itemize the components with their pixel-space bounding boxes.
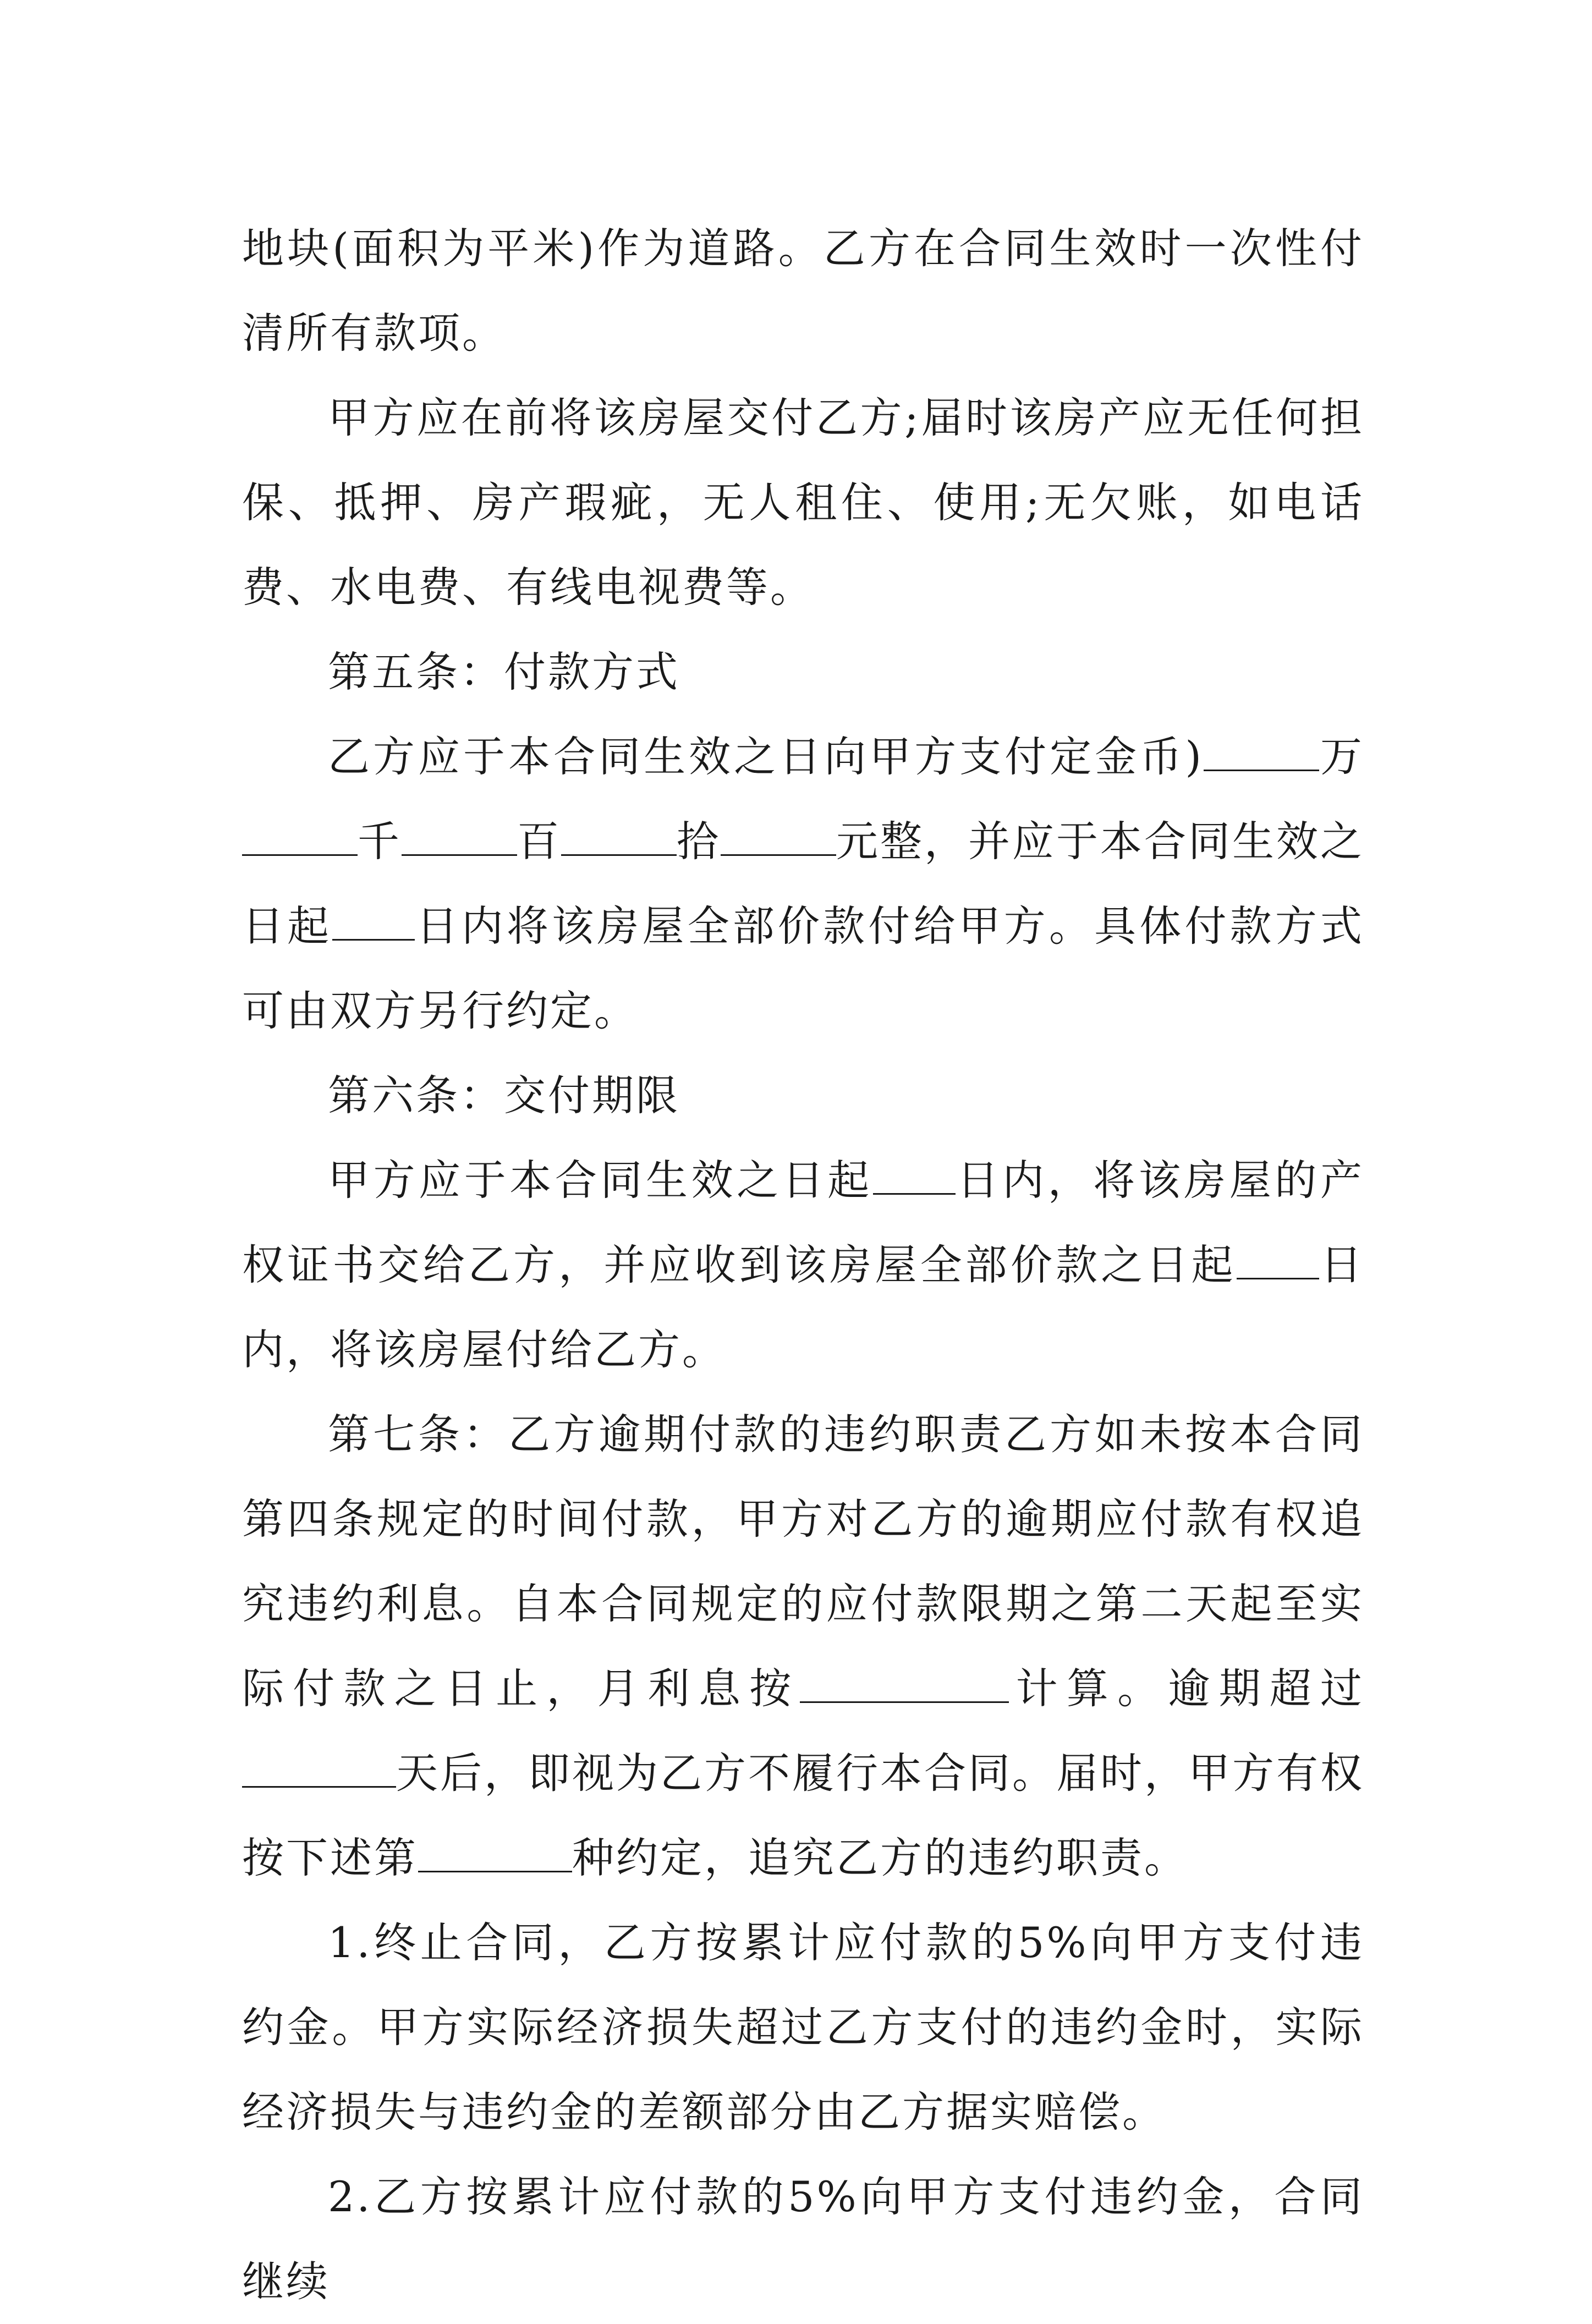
fill-blank bbox=[873, 1155, 956, 1195]
unit-text: 拾 bbox=[677, 817, 721, 866]
fill-blank bbox=[561, 816, 677, 856]
paragraph-delivery-conditions bbox=[242, 376, 1364, 630]
paragraph-text: 甲方应在前将该房屋交付乙方;届时该房产应无任何担保、抵押、房产瑕疵，无人租住、使用;无欠账，如电话费、水电费、有线电视费等。 bbox=[242, 393, 1364, 612]
paragraph-text: 地块(面积为平米)作为道路。乙方在合同生效时一次性付清所有款项。 bbox=[242, 224, 1364, 358]
fill-blank bbox=[418, 1832, 572, 1872]
fill-blank bbox=[1237, 1239, 1319, 1279]
fill-blank bbox=[242, 1748, 396, 1788]
paragraph-text: 日内，将该房屋付给乙方。 bbox=[242, 1240, 1365, 1374]
paragraph-option-1 bbox=[242, 1900, 1364, 2155]
paragraph-text: 元整，并应于本合同生效之日起 bbox=[242, 817, 1364, 951]
paragraph-road-land bbox=[242, 206, 1364, 376]
article-6-heading bbox=[242, 1053, 1364, 1138]
article-5-heading bbox=[242, 630, 1364, 715]
unit-text: 千 bbox=[358, 817, 402, 866]
paragraph-option-2 bbox=[242, 2155, 1364, 2324]
unit-text: 百 bbox=[517, 817, 561, 866]
paragraph-payment-terms bbox=[242, 715, 1364, 1053]
paragraph-text: 天后，即视为乙方不履行本合同。届时，甲方有权按下述第 bbox=[242, 1749, 1364, 1882]
paragraph-text: 乙方应于本合同生效之日向甲方支付定金币) bbox=[328, 732, 1204, 781]
fill-blank bbox=[800, 1663, 1009, 1703]
paragraph-text: 日内将该房屋全部价款付给甲方。具体付款方式可由双方另行约定。 bbox=[242, 902, 1365, 1035]
paragraph-article-7-late-payment bbox=[242, 1392, 1364, 1900]
paragraph-text: 1.终止合同，乙方按累计应付款的5%向甲方支付违约金。甲方实际经济损失超过乙方支付的违约金时，实际经济损失与违约金的差额部分由乙方据实赔偿。 bbox=[242, 1918, 1364, 2136]
fill-blank bbox=[242, 816, 358, 856]
heading-text: 第六条：交付期限 bbox=[328, 1071, 680, 1120]
unit-text: 万 bbox=[1319, 732, 1365, 781]
paragraph-delivery-deadline bbox=[242, 1138, 1364, 1392]
heading-text: 第五条：付款方式 bbox=[328, 647, 680, 696]
fill-blank bbox=[1204, 731, 1319, 771]
paragraph-text: 日内，将该房屋的产权证书交给乙方，并应收到该房屋全部价款之日起 bbox=[242, 1156, 1365, 1289]
paragraph-text: 甲方应于本合同生效之日起 bbox=[328, 1156, 873, 1205]
paragraph-text: 第七条：乙方逾期付款的违约职责乙方如未按本合同第四条规定的时间付款，甲方对乙方的逾期应付款有权追究违约利息。自本合同规定的应付款限期之第二天起至实际付款之日止，月利息按 bbox=[242, 1410, 1364, 1713]
fill-blank bbox=[721, 816, 836, 856]
paragraph-text: 计算。逾期超过 bbox=[1009, 1664, 1365, 1713]
document-body bbox=[242, 206, 1364, 2324]
paragraph-text: 种约定，追究乙方的违约职责。 bbox=[572, 1833, 1188, 1882]
fill-blank bbox=[332, 900, 415, 941]
fill-blank bbox=[402, 816, 517, 856]
paragraph-text: 2.乙方按累计应付款的5%向甲方支付违约金，合同继续 bbox=[242, 2172, 1364, 2306]
